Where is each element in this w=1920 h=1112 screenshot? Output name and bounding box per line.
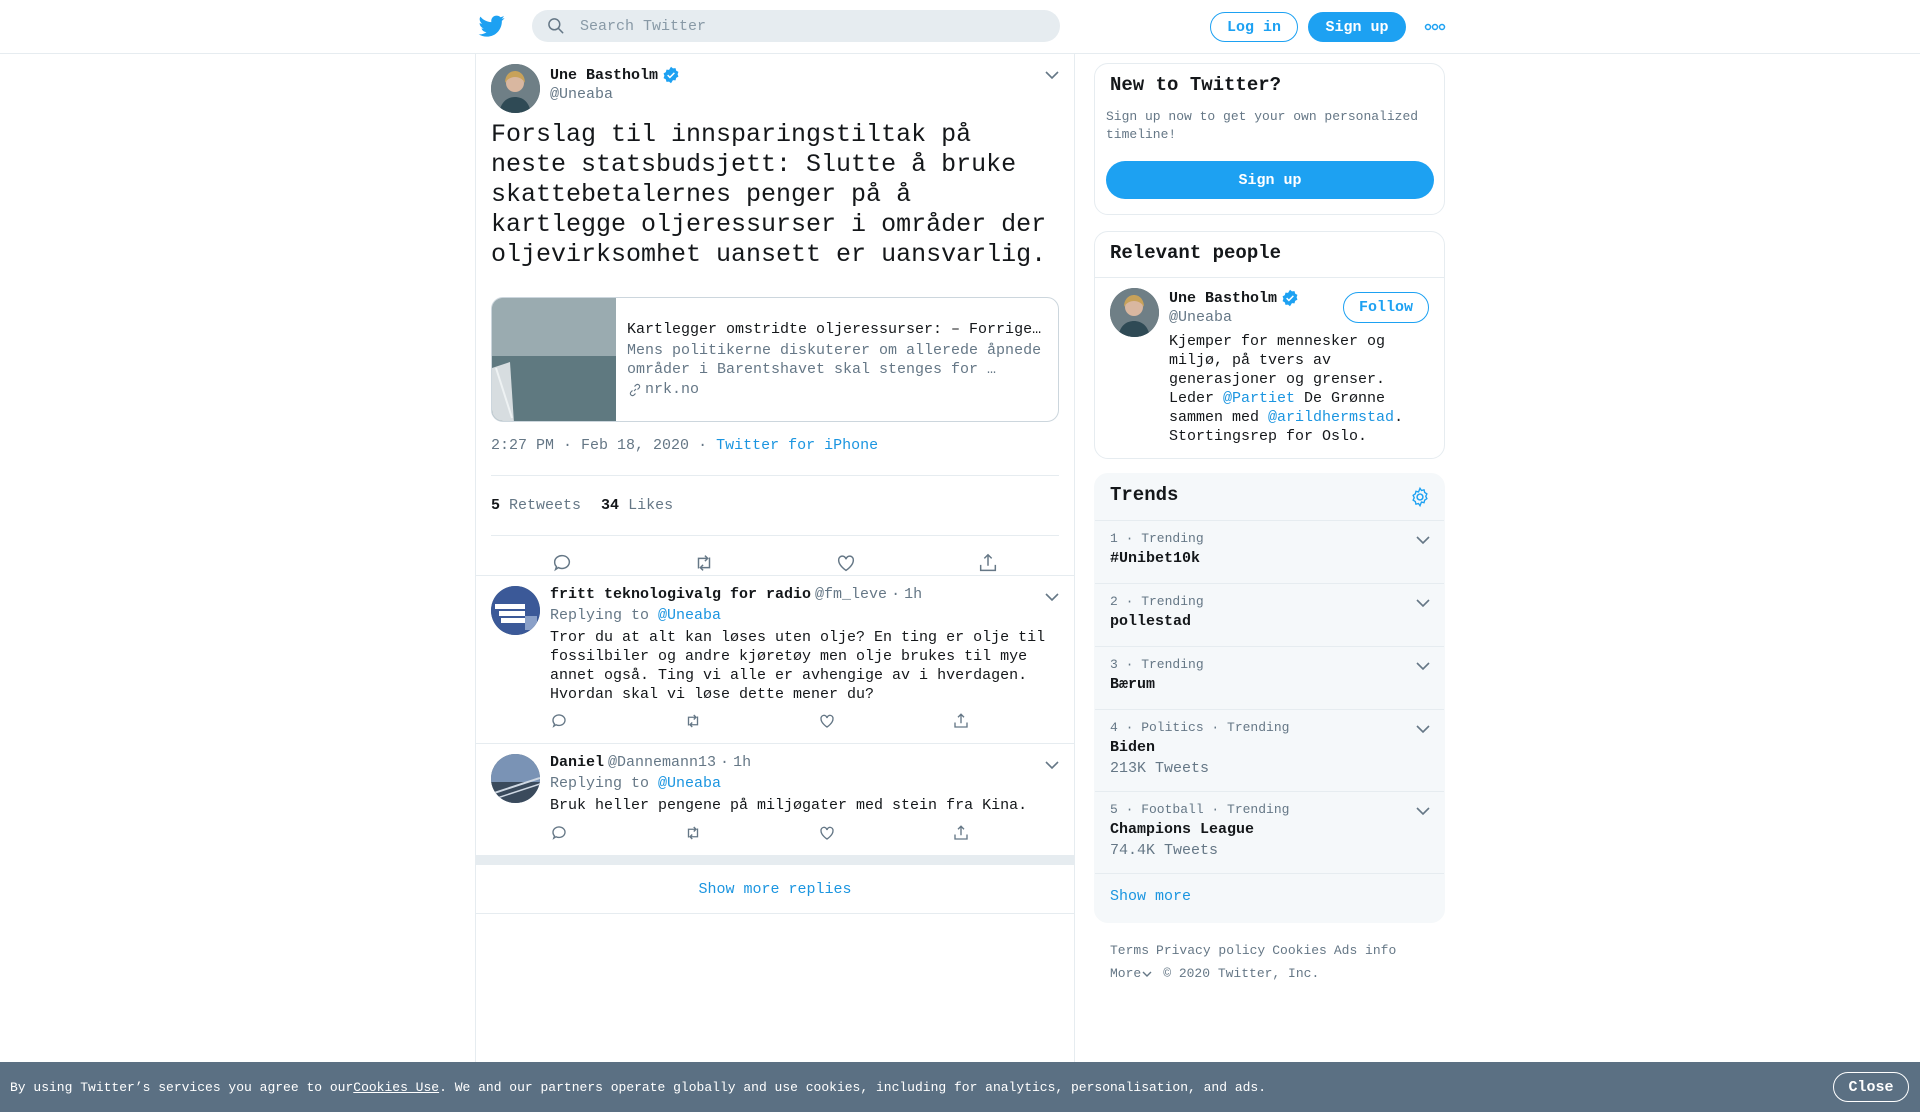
likes-stat[interactable] <box>601 497 673 514</box>
reply-icon[interactable] <box>551 552 573 574</box>
retweets-stat[interactable] <box>491 497 581 514</box>
trend-name: Biden <box>1110 739 1156 756</box>
author-name[interactable]: Une Bastholm <box>550 66 659 84</box>
footer-ads-link[interactable]: Ads info <box>1333 943 1397 958</box>
replying-to <box>550 775 721 792</box>
trend-item[interactable] <box>1095 521 1445 584</box>
search-bar[interactable] <box>532 10 1060 42</box>
bio-mention-link[interactable]: @arildhermstad <box>1268 409 1395 426</box>
person-bio <box>1169 332 1429 446</box>
verified-badge-icon <box>1281 289 1299 307</box>
replying-to <box>550 607 721 624</box>
signup-button[interactable]: Sign up <box>1308 12 1406 42</box>
cookie-text: . We and our partners operate globally and use cookies, including for analytics, personalisation, and ads. <box>439 1079 1267 1095</box>
sea-image-icon <box>492 298 616 422</box>
trends-title: Trends <box>1110 484 1179 506</box>
reply-avatar[interactable] <box>491 586 540 635</box>
footer-copyright: © 2020 Twitter, Inc. <box>1163 966 1320 981</box>
replying-to-link[interactable]: @Uneaba <box>658 775 722 792</box>
replying-to-link[interactable]: @Uneaba <box>658 607 722 624</box>
footer-more-link[interactable]: More <box>1110 966 1142 981</box>
likes-count: 34 <box>601 497 620 514</box>
trend-meta: 2 · Trending <box>1110 594 1204 609</box>
share-icon[interactable] <box>952 824 970 842</box>
bio-mention-link[interactable]: @Partiet <box>1223 390 1296 407</box>
trend-tweet-count: 213K Tweets <box>1110 760 1210 777</box>
reply-text: Bruk heller pengene på miljøgater med stein fra Kina. <box>550 797 1028 814</box>
retweet-icon[interactable] <box>693 552 715 574</box>
tweet-text: Forslag til innsparingstiltak på neste statsbudsjett: Slutte å bruke skattebetalernes penger på å kartlegge oljeressurser i områder der oljevirksomhet uansett er uansvarlig. <box>491 120 1047 269</box>
chevron-down-icon[interactable] <box>1415 724 1431 734</box>
chevron-down-icon[interactable] <box>1141 969 1153 979</box>
card-title: Kartlegger omstridte oljeressurser: – Forrige… <box>627 321 1042 338</box>
retweets-label: Retweets <box>509 497 582 514</box>
tweet-source-link[interactable]: Twitter for iPhone <box>716 437 879 454</box>
tweet-stats <box>491 475 1059 536</box>
reply-actions <box>550 824 970 842</box>
reply-tweet[interactable] <box>476 743 1074 855</box>
trend-name: Champions League <box>1110 821 1255 838</box>
trend-name: Bærum <box>1110 676 1156 693</box>
separator-dot: · <box>891 586 901 603</box>
reply-time[interactable]: 1h <box>733 754 752 771</box>
chevron-down-icon[interactable] <box>1044 592 1060 602</box>
footer-privacy-link[interactable]: Privacy policy <box>1156 943 1266 958</box>
reply-icon[interactable] <box>550 712 568 730</box>
footer-terms-link[interactable]: Terms <box>1110 943 1150 958</box>
avatar[interactable] <box>491 64 540 113</box>
reply-text: Tror du at alt kan løses uten olje? En ting er olje til fossilbiler og andre kjøretøy men olje brukes til mye annet også. Ting vi alle er avhengige av i hverdagen. Hvordan skal vi løse dette mener du? <box>550 629 1046 703</box>
trend-item[interactable] <box>1095 792 1445 874</box>
verified-badge-icon <box>662 66 680 84</box>
replying-prefix: Replying to <box>550 607 650 624</box>
link-card[interactable] <box>491 297 1059 422</box>
top-bar <box>0 0 1920 54</box>
gear-icon[interactable] <box>1409 486 1431 508</box>
separator-dot: · <box>698 437 708 454</box>
like-icon[interactable] <box>818 824 836 842</box>
chevron-down-icon[interactable] <box>1044 760 1060 770</box>
card-image <box>492 298 616 422</box>
author-handle[interactable]: @Uneaba <box>550 86 614 103</box>
cookies-use-link[interactable]: Cookies Use <box>353 1079 440 1095</box>
tweet-timestamp <box>491 437 878 454</box>
tweet-time[interactable]: 2:27 PM · Feb 18, 2020 <box>491 437 690 454</box>
share-icon[interactable] <box>952 712 970 730</box>
like-icon[interactable] <box>835 552 857 574</box>
reply-avatar[interactable] <box>491 754 540 803</box>
search-icon <box>546 16 566 36</box>
footer-cookies-link[interactable]: Cookies <box>1272 943 1327 958</box>
reply-author-handle[interactable]: @Dannemann13 <box>608 754 717 771</box>
cookie-text: By using Twitter’s services you agree to our <box>10 1079 354 1095</box>
retweets-count: 5 <box>491 497 501 514</box>
trend-tweet-count: 74.4K Tweets <box>1110 842 1219 859</box>
trend-meta: 1 · Trending <box>1110 531 1204 546</box>
trend-name: #Unibet10k <box>1110 550 1201 567</box>
search-input[interactable] <box>580 18 1020 35</box>
bio-text: . Stortingsrep for Oslo. <box>1169 409 1404 445</box>
main-column <box>475 54 1075 1112</box>
show-more-replies-button[interactable]: Show more replies <box>476 865 1074 914</box>
avatar-photo-icon <box>491 64 540 113</box>
retweet-icon[interactable] <box>684 712 702 730</box>
close-button[interactable]: Close <box>1833 1072 1909 1102</box>
follow-button[interactable]: Follow <box>1343 292 1429 323</box>
avatar-photo-icon <box>1110 288 1159 337</box>
signup-prompt-text: Sign up now to get your own personalized timeline! <box>1106 109 1419 142</box>
chevron-down-icon[interactable] <box>1415 535 1431 545</box>
chevron-down-icon[interactable] <box>1415 661 1431 671</box>
reply-icon[interactable] <box>550 824 568 842</box>
bio-text: De Grønne sammen med <box>1169 390 1386 426</box>
trend-meta: 5 · Football · Trending <box>1110 802 1290 817</box>
bio-text: Kjemper for mennesker og miljø, på tvers av generasjoner og grenser. Leder <box>1169 333 1386 407</box>
sidebar-signup-button[interactable]: Sign up <box>1106 161 1434 199</box>
retweet-icon[interactable] <box>684 824 702 842</box>
chevron-down-icon[interactable] <box>1415 806 1431 816</box>
twitter-bird-icon[interactable] <box>478 13 506 39</box>
link-icon <box>627 382 643 398</box>
reply-author-name[interactable]: fritt teknologivalg for radio <box>550 586 812 603</box>
person-name[interactable]: Une Bastholm <box>1169 289 1278 307</box>
cookie-banner <box>0 1062 1920 1112</box>
more-options-icon[interactable] <box>1424 22 1446 32</box>
trend-item[interactable] <box>1095 647 1445 710</box>
chevron-down-icon[interactable] <box>1044 70 1060 80</box>
replying-prefix: Replying to <box>550 775 650 792</box>
chevron-down-icon[interactable] <box>1415 598 1431 608</box>
reply-tweet[interactable] <box>476 575 1074 743</box>
like-icon[interactable] <box>818 712 836 730</box>
signup-prompt-title: New to Twitter? <box>1110 74 1282 96</box>
likes-label: Likes <box>628 497 674 514</box>
trends-box <box>1094 473 1445 923</box>
trend-name: pollestad <box>1110 613 1192 630</box>
relevant-people-title: Relevant people <box>1110 242 1282 264</box>
rail-avatar-icon <box>491 754 540 803</box>
card-domain: nrk.no <box>645 381 700 398</box>
show-more-trends-link[interactable]: Show more <box>1110 888 1192 905</box>
trends-header <box>1095 474 1445 521</box>
reply-time[interactable]: 1h <box>904 586 923 603</box>
trend-item[interactable] <box>1095 710 1445 792</box>
reply-author-name[interactable]: Daniel <box>550 754 605 771</box>
divider <box>1095 277 1445 278</box>
card-description: Mens politikerne diskuterer om allerede åpnede områder i Barentshavet skal stenges for … <box>627 342 1042 378</box>
divider <box>476 855 1074 865</box>
signup-prompt-box <box>1094 63 1445 215</box>
footer-links <box>1110 939 1440 985</box>
person-handle[interactable]: @Uneaba <box>1169 309 1233 326</box>
trend-meta: 3 · Trending <box>1110 657 1204 672</box>
separator-dot: · <box>720 754 730 771</box>
login-button[interactable]: Log in <box>1210 12 1298 42</box>
trend-item[interactable] <box>1095 584 1445 647</box>
relevant-people-box <box>1094 231 1445 459</box>
reply-actions <box>550 712 970 730</box>
share-icon[interactable] <box>977 552 999 574</box>
radio-avatar-icon <box>491 586 540 635</box>
reply-author-handle[interactable]: @fm_leve <box>815 586 888 603</box>
trend-meta: 4 · Politics · Trending <box>1110 720 1290 735</box>
person-avatar[interactable] <box>1110 288 1159 337</box>
